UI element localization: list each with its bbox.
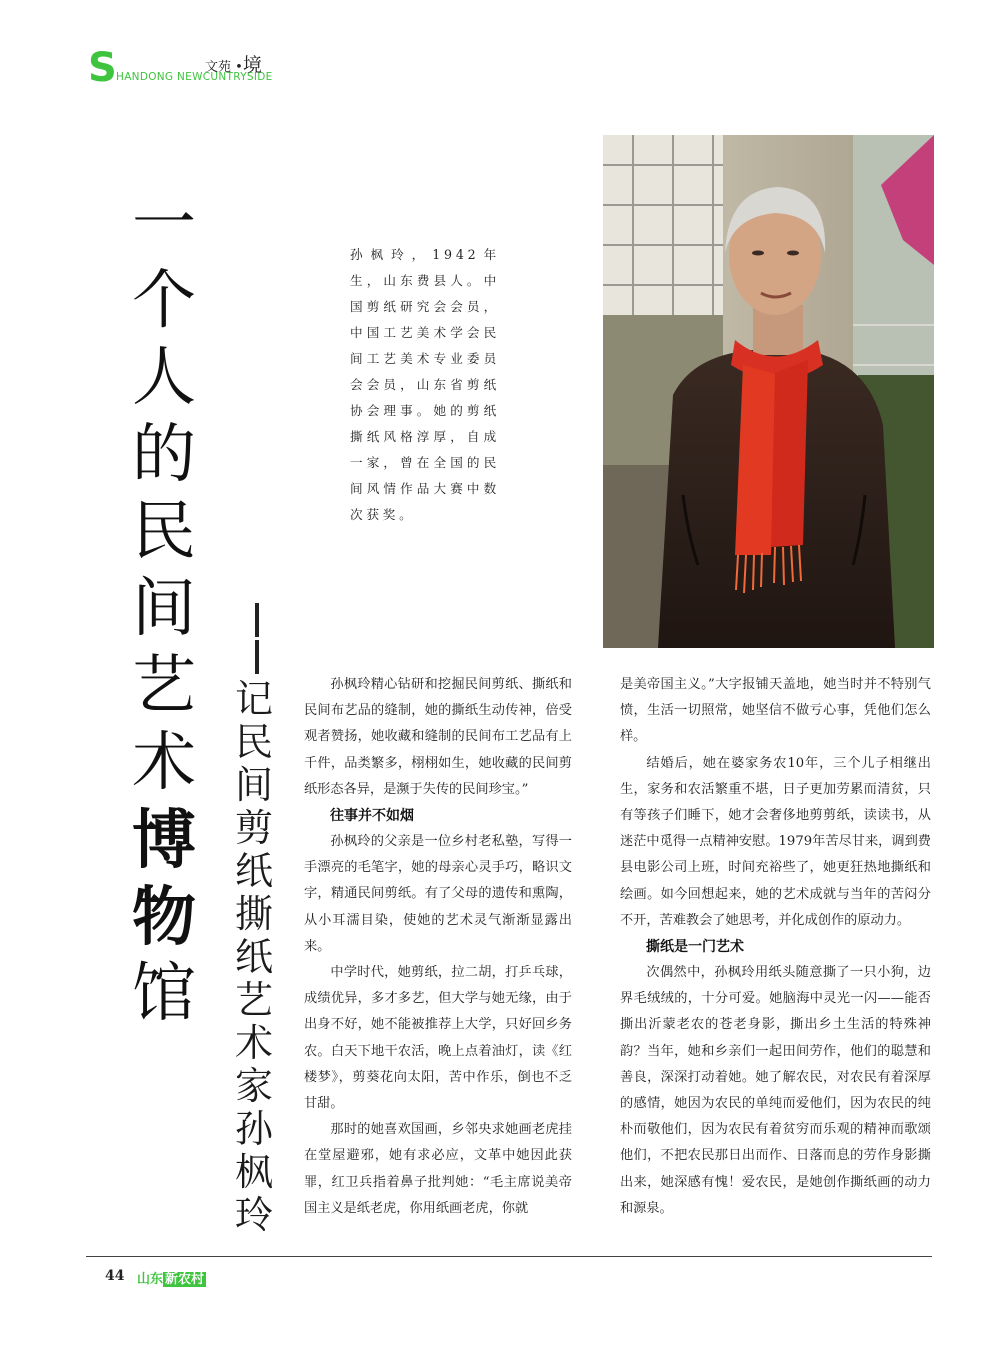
footer-rule	[86, 1256, 932, 1257]
subtitle-char: 枫	[234, 1150, 273, 1194]
paragraph: 孙枫玲精心钻研和挖掘民间剪纸、撕纸和民间布艺品的缝制，她的撕纸生动传神，倍受观者赞扬，她收藏和缝制的民间布工艺品有上千件，品类繁多，栩栩如生，她收藏的民间剪纸形态各异，是濒于失传的民间珍宝。”	[304, 677, 572, 797]
section-heading: 往事并不如烟	[330, 808, 414, 825]
title-char: 间	[132, 572, 196, 646]
subtitle-char: 艺	[234, 978, 273, 1022]
title-char: 一	[132, 187, 196, 261]
title-char: 术	[132, 726, 196, 800]
subtitle-char: 家	[234, 1064, 273, 1108]
subtitle-char: 剪	[234, 806, 273, 850]
section-heading: 撕纸是一门艺术	[646, 939, 744, 956]
title-char: 物	[132, 880, 196, 955]
title-char: 博	[132, 803, 196, 878]
author-bio: 孙枫玲，1942年生，山东费县人。中国剪纸研究会会员，中国工艺美术学会民间工艺美术专业委员会会员，山东省剪纸协会理事。她的剪纸撕纸风格淳厚，自成一家，曾在全国的民间风情作品大赛中数次获奖。	[350, 247, 500, 522]
paragraph: 那时的她喜欢国画，乡邻央求她画老虎挂在堂屋避邪，她有求必应，文革中她因此获罪，红卫兵指着鼻子批判她：“毛主席说美帝国主义是纸老虎，你用纸画老虎，你就	[304, 1122, 572, 1216]
magazine-name	[137, 1268, 206, 1287]
article-title	[128, 186, 200, 1033]
title-char: 艺	[132, 649, 196, 723]
subtitle-char: 民	[234, 720, 273, 764]
section-label	[205, 50, 262, 77]
title-char: 民	[132, 495, 196, 569]
section-main: 境	[242, 54, 262, 76]
subtitle-char: 纸	[234, 935, 273, 979]
section-prefix: 文苑 •	[205, 60, 243, 75]
magazine-boxed: 新农村	[165, 1272, 205, 1287]
article-subtitle	[232, 678, 276, 1237]
subtitle-char: 间	[234, 763, 273, 807]
body-column-right	[620, 672, 931, 1222]
subtitle-char: 玲	[234, 1193, 273, 1237]
body-column-left	[304, 672, 572, 1222]
title-char: 个	[132, 264, 196, 338]
title-char: 馆	[132, 957, 196, 1031]
logo-text: HANDONG NEWCUNTRYSIDE	[116, 71, 273, 83]
subtitle-char: 纸	[234, 849, 273, 893]
subtitle-dash	[255, 603, 259, 637]
paragraph: 结婚后，她在婆家务农10年，三个儿子相继出生，家务和农活繁重不堪，日子更加劳累而清贫，只有等孩子们睡下，她才会奢侈地剪剪纸，读读书，从迷茫中觅得一点精神安慰。1979年苦尽甘来，调到费县电影公司上班，时间充裕些了，她更狂热地撕纸和绘画。如今回想起来，她的艺术成就与当年的苦闷分不开，苦难教会了她思考，并化成创作的原动力。	[620, 755, 931, 928]
subtitle-char: 记	[234, 677, 273, 721]
paragraph: 中学时代，她剪纸，拉二胡，打乒乓球，成绩优异，多才多艺，但大学与她无缘，由于出身不好，她不能被推荐上大学，只好回乡务农。白天下地干农活，晚上点着油灯，读《红楼梦》，剪葵花向太阳，苦中作乐，倒也不乏甘甜。	[304, 965, 572, 1112]
paragraph: 次偶然中，孙枫玲用纸头随意撕了一只小狗，边界毛绒绒的，十分可爱。她脑海中灵光一闪——能否撕出沂蒙老农的苍老身影，撕出乡土生活的特殊神韵？当年，她和乡亲们一起田间劳作，他们的聪慧和善良，深深打动着她。她了解农民，对农民有着深厚的感情，她因为农民的单纯而爱他们，因为农民的纯朴而敬他们，因为农民有着贫穷而乐观的精神而歌颂他们，不把农民那日出而作、日落而息的劳作身影撕出来，她深感有愧！爱农民，是她创作撕纸画的动力和源泉。	[620, 965, 931, 1216]
title-char: 的	[132, 418, 196, 492]
title-char: 人	[132, 341, 196, 415]
subtitle-char: 撕	[234, 892, 273, 936]
subtitle-char: 孙	[234, 1107, 273, 1151]
magazine-prefix: 山东	[137, 1272, 164, 1287]
paragraph: 孙枫玲的父亲是一位乡村老私塾，写得一手漂亮的毛笔字，她的母亲心灵手巧，略识文字，精通民间剪纸。有了父母的遗传和熏陶，从小耳濡目染，使她的艺术灵气渐渐显露出来。	[304, 834, 572, 954]
page-number: 44	[105, 1268, 125, 1284]
portrait-photo	[603, 135, 934, 648]
paragraph: 是美帝国主义。”大字报铺天盖地，她当时并不特别气愤，生活一切照常，她坚信不做亏心事，凭他们怎么样。	[620, 677, 931, 745]
subtitle-char: 术	[234, 1021, 273, 1065]
logo-initial: S	[88, 45, 117, 91]
subtitle-dash	[255, 640, 259, 674]
